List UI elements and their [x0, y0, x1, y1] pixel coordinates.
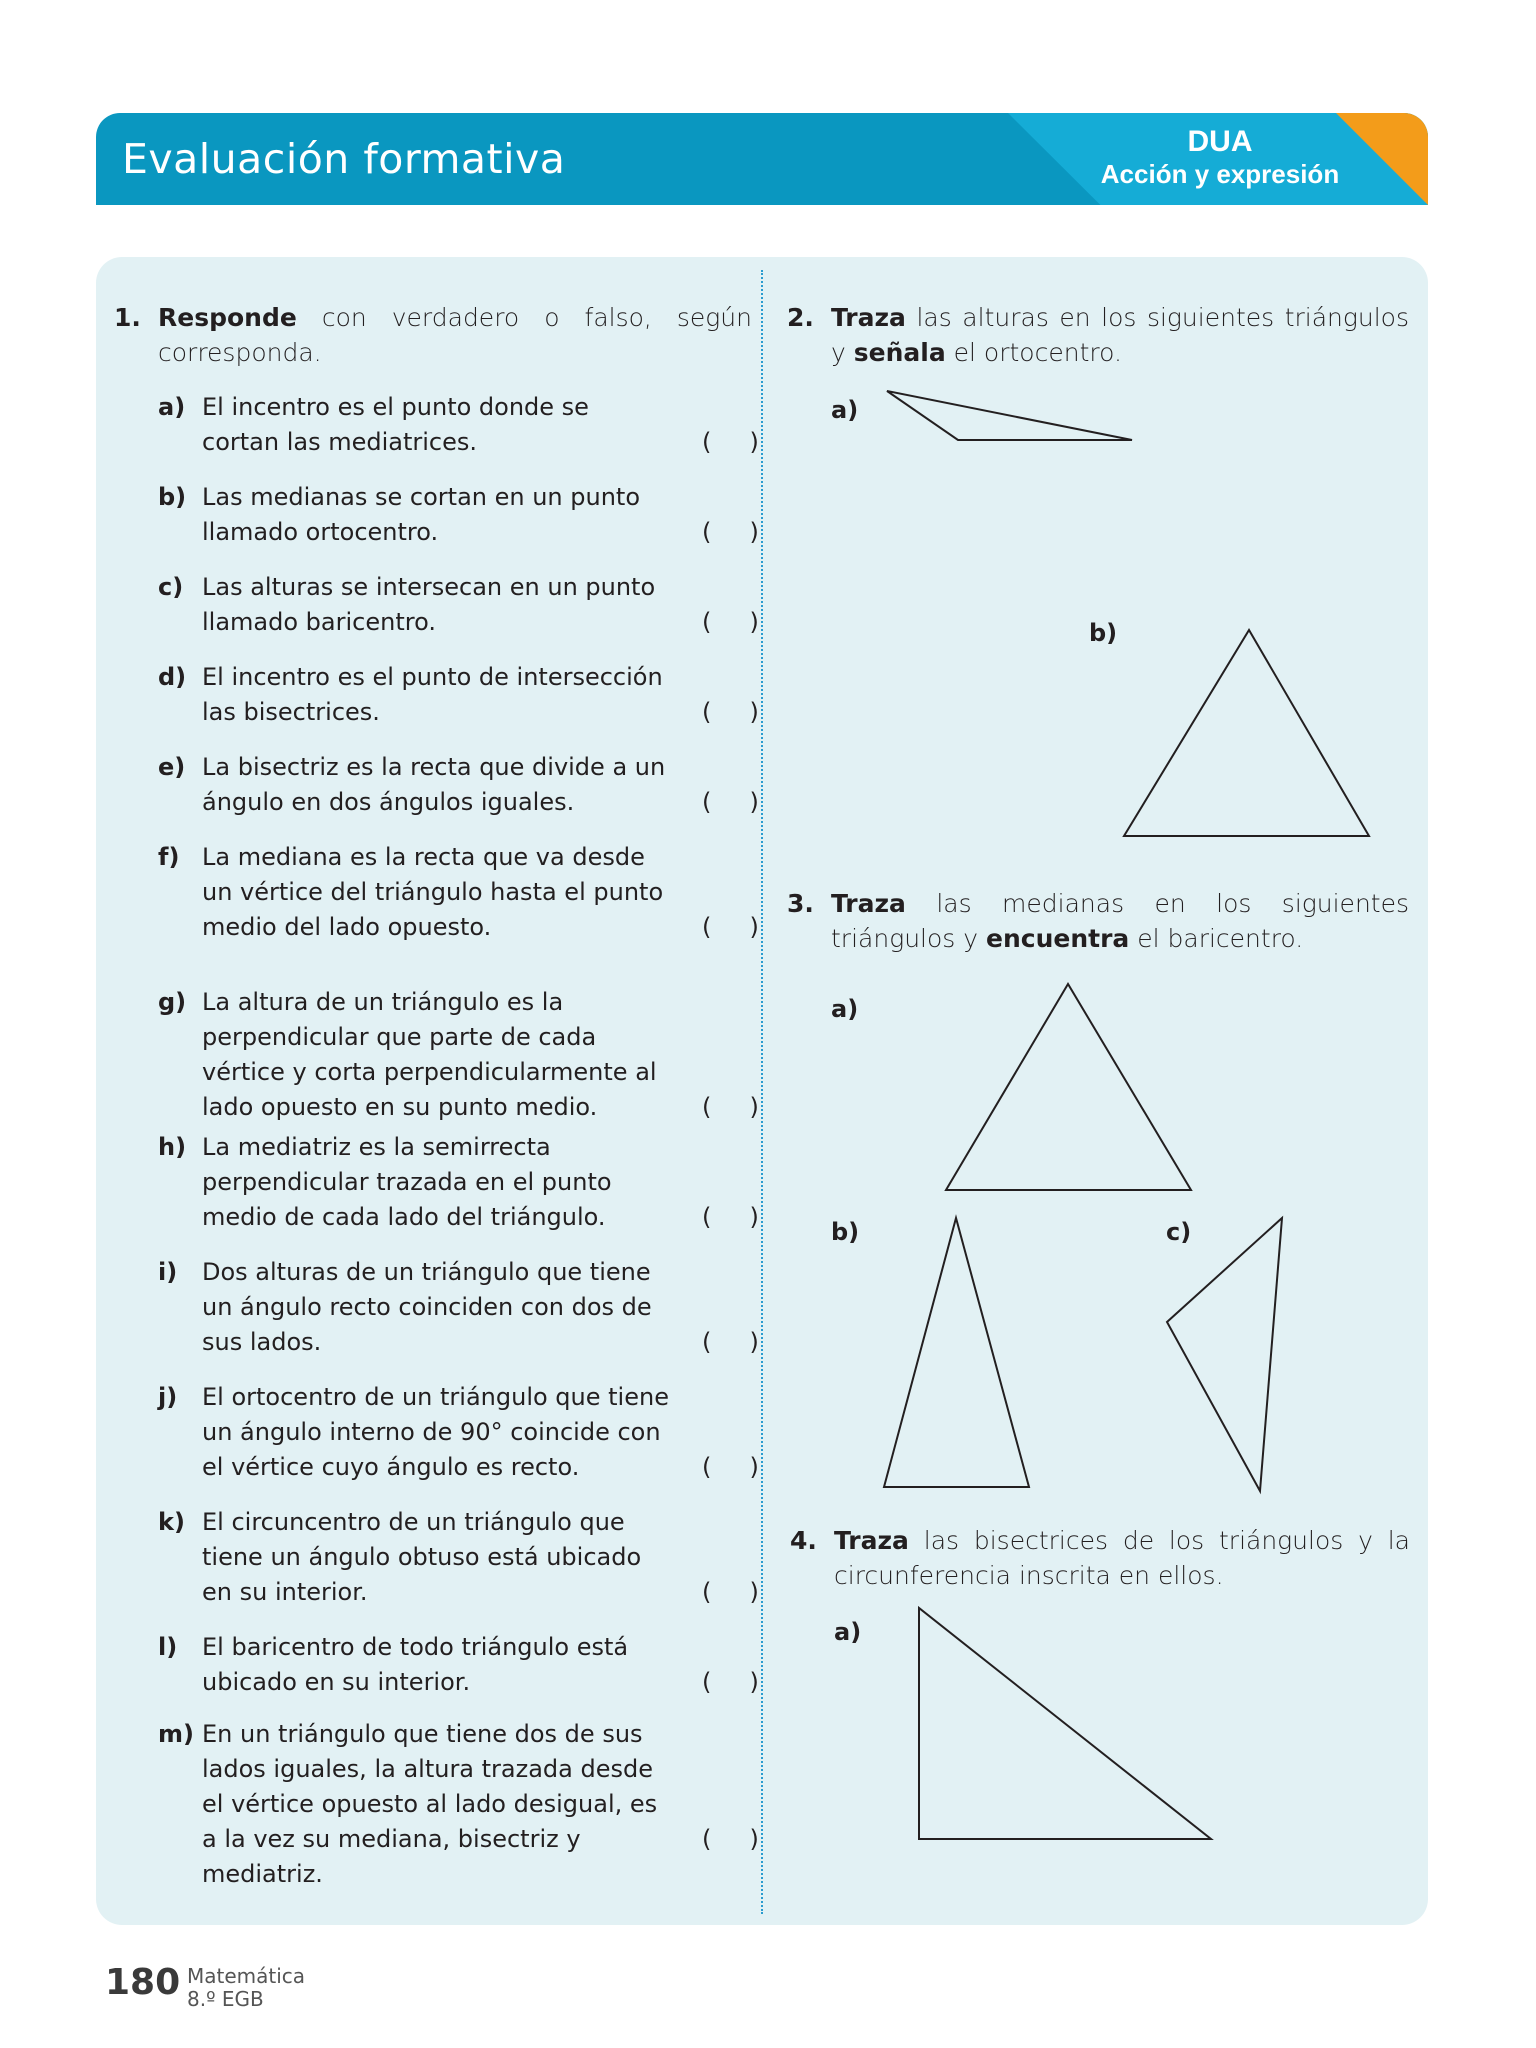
answer-blank[interactable]: ( )	[702, 1453, 759, 1481]
item-letter: b)	[158, 483, 187, 511]
question-1-text: con verdadero o falso, según corresponda.	[158, 303, 752, 367]
q3-label-c: c)	[1166, 1218, 1192, 1246]
question-3-prompt	[831, 886, 1409, 956]
answer-blank[interactable]: ( )	[702, 608, 759, 636]
answer-blank[interactable]: ( )	[702, 1668, 759, 1696]
item-letter: i)	[158, 1258, 178, 1286]
item-statement: Las alturas se intersecan en un punto llamado baricentro.	[202, 573, 656, 636]
question-3-number: 3.	[787, 889, 814, 918]
item-statement: El ortocentro de un triángulo que tiene un ángulo interno de 90° coincide con el vértice cuyo ángulo es recto.	[202, 1383, 669, 1481]
question-3-verb: Traza	[831, 889, 906, 918]
q2-label-b: b)	[1089, 619, 1118, 647]
true-false-item	[158, 1380, 758, 1485]
question-4-text: las bisectrices de los triángulos y la circunferencia inscrita en ellos.	[834, 1526, 1410, 1590]
true-false-item	[158, 390, 758, 460]
true-false-item	[158, 1505, 758, 1610]
item-statement: La mediatriz es la semirrecta perpendicular trazada en el punto medio de cada lado del triángulo.	[202, 1133, 612, 1231]
item-letter: e)	[158, 753, 186, 781]
item-letter: k)	[158, 1508, 185, 1536]
question-2-verb: Traza	[831, 303, 906, 332]
answer-blank[interactable]: ( )	[702, 788, 759, 816]
question-4-number: 4.	[790, 1526, 817, 1555]
item-statement: En un triángulo que tiene dos de sus lados iguales, la altura trazada desde el vértice opuesto al lado desigual, es a la vez su mediana, bisectriz y mediatriz.	[202, 1720, 658, 1888]
true-false-item	[158, 1255, 758, 1360]
true-false-item	[158, 480, 758, 550]
item-statement: El baricentro de todo triángulo está ubicado en su interior.	[202, 1633, 629, 1696]
item-statement: La bisectriz es la recta que divide a un ángulo en dos ángulos iguales.	[202, 753, 666, 816]
question-3-text-2: el baricentro.	[1129, 924, 1304, 953]
true-false-item	[158, 1717, 759, 1888]
true-false-item	[158, 660, 758, 730]
item-letter: m)	[158, 1720, 194, 1748]
answer-blank[interactable]: ( )	[702, 1203, 759, 1231]
item-letter: l)	[158, 1633, 178, 1661]
answer-blank[interactable]: ( )	[702, 1328, 759, 1356]
true-false-item	[158, 570, 758, 640]
question-2-prompt	[831, 300, 1409, 370]
question-4-verb: Traza	[834, 1526, 909, 1555]
page-title: Evaluación formativa	[122, 135, 566, 183]
true-false-item	[158, 985, 758, 1125]
footer-grade: 8.º EGB	[187, 1987, 264, 2011]
footer-subject: Matemática	[187, 1964, 306, 1988]
column-divider	[761, 270, 763, 1914]
question-1-prompt	[158, 300, 752, 370]
dua-subtitle: Acción y expresión	[1100, 159, 1340, 189]
answer-blank[interactable]: ( )	[702, 1825, 759, 1853]
item-statement: La altura de un triángulo es la perpendicular que parte de cada vértice y corta perpendicularmente al lado opuesto en su punto medio.	[202, 988, 657, 1121]
question-2-text-1: las alturas en los siguientes triángulos y	[831, 303, 1409, 367]
question-1-verb: Responde	[158, 303, 297, 332]
true-false-item	[158, 1130, 758, 1235]
item-letter: c)	[158, 573, 184, 601]
true-false-item	[158, 1630, 758, 1700]
question-3-verb-2: encuentra	[986, 924, 1130, 953]
true-false-item	[158, 840, 758, 945]
question-1-number: 1.	[114, 303, 141, 332]
item-statement: La mediana es la recta que va desde un vértice del triángulo hasta el punto medio del lado opuesto.	[202, 843, 664, 941]
item-statement: El incentro es el punto de intersección las bisectrices.	[202, 663, 663, 726]
section-header	[96, 113, 1428, 205]
item-letter: g)	[158, 988, 187, 1016]
question-2-text-2: el ortocentro.	[945, 338, 1122, 367]
q2-label-a: a)	[831, 396, 859, 424]
item-letter: d)	[158, 663, 187, 691]
item-letter: j)	[158, 1383, 178, 1411]
q3-label-b: b)	[831, 1218, 860, 1246]
dua-badge	[1090, 125, 1350, 189]
dua-title: DUA	[1187, 125, 1253, 158]
question-2-verb-2: señala	[853, 338, 946, 367]
q4-label-a: a)	[834, 1618, 862, 1646]
question-3-text-1: las medianas en los siguientes triángulos y	[831, 889, 1409, 953]
answer-blank[interactable]: ( )	[702, 698, 759, 726]
item-statement: El incentro es el punto donde se cortan las mediatrices.	[202, 393, 589, 456]
item-statement: Las medianas se cortan en un punto llamado ortocentro.	[202, 483, 641, 546]
answer-blank[interactable]: ( )	[702, 518, 759, 546]
answer-blank[interactable]: ( )	[702, 1578, 759, 1606]
answer-blank[interactable]: ( )	[702, 1093, 759, 1121]
answer-blank[interactable]: ( )	[702, 913, 759, 941]
item-letter: f)	[158, 843, 180, 871]
item-letter: a)	[158, 393, 186, 421]
question-2-number: 2.	[787, 303, 814, 332]
item-statement: Dos alturas de un triángulo que tiene un ángulo recto coinciden con dos de sus lados.	[202, 1258, 652, 1356]
q3-label-a: a)	[831, 995, 859, 1023]
page-number: 180	[105, 1962, 181, 2003]
answer-blank[interactable]: ( )	[702, 428, 759, 456]
question-4-prompt	[834, 1523, 1410, 1593]
item-letter: h)	[158, 1133, 187, 1161]
item-statement: El circuncentro de un triángulo que tiene un ángulo obtuso está ubicado en su interior.	[202, 1508, 642, 1606]
true-false-item	[158, 750, 758, 820]
